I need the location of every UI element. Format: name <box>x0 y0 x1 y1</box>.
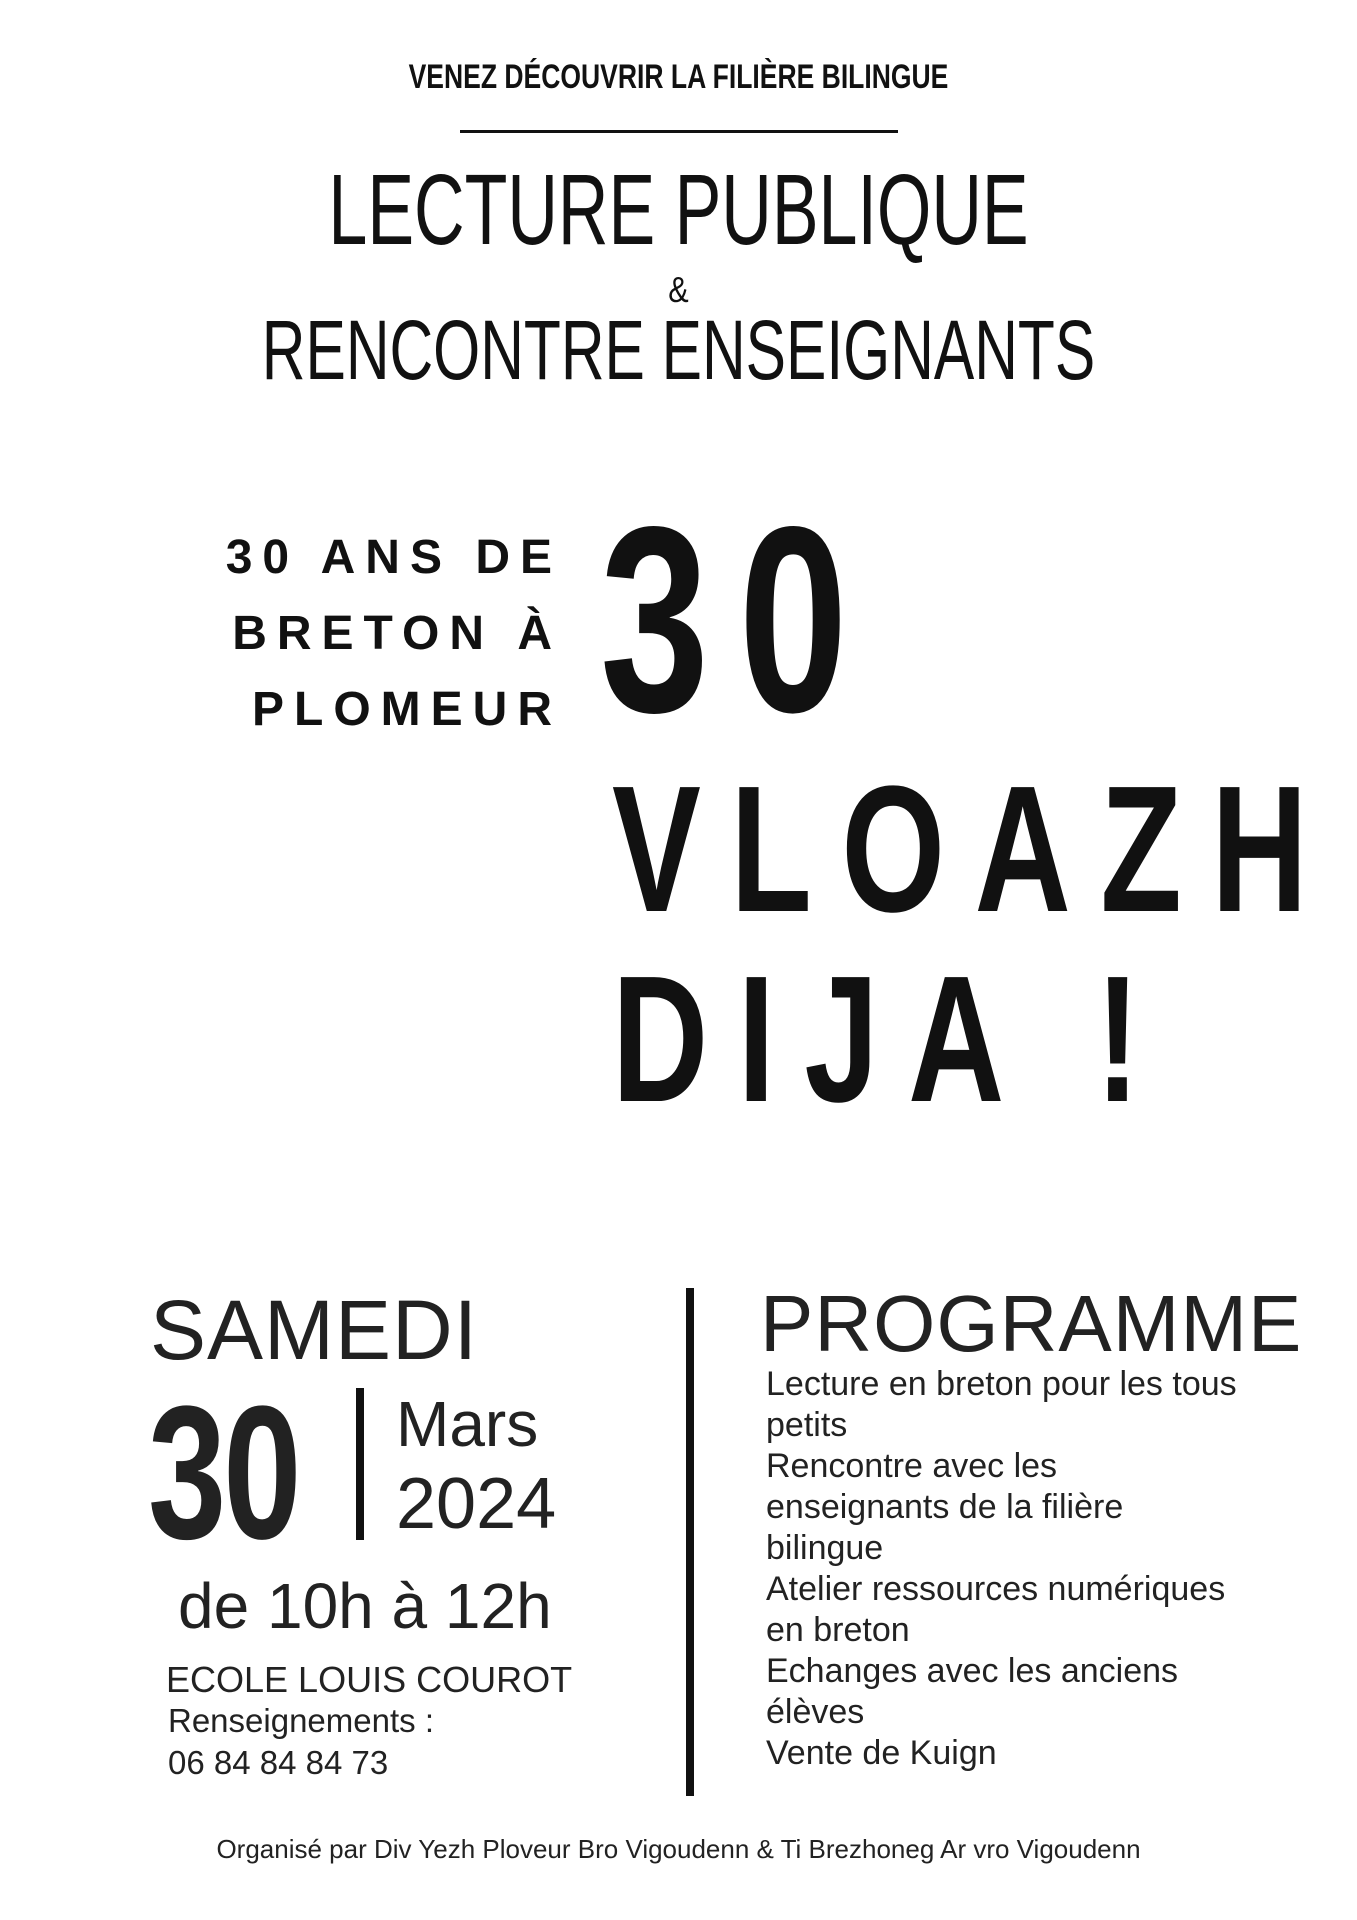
programme-list <box>766 1364 1246 1774</box>
title-line-1: LECTURE PUBLIQUE <box>328 154 1029 266</box>
programme-item: Rencontre avec les enseignants de la filière bilingue <box>766 1447 1124 1567</box>
info-phone: 06 84 84 84 73 <box>168 1744 389 1781</box>
subtitle-line: BRETON À <box>232 607 562 660</box>
event-hours: de 10h à 12h <box>178 1570 552 1642</box>
programme-item: Atelier ressources numériques en breton <box>766 1570 1226 1649</box>
subtitle <box>150 520 562 748</box>
event-day: SAMEDI <box>150 1283 479 1377</box>
footer-organizers: Organisé par Div Yezh Ploveur Bro Vigoudenn & Ti Brezhoneg Ar vro Vigoudenn <box>216 1834 1141 1864</box>
tagline: VENEZ DÉCOUVRIR LA FILIÈRE BILINGUE <box>408 58 949 96</box>
programme-title: PROGRAMME <box>760 1279 1303 1368</box>
subtitle-line: 30 ANS DE <box>225 531 562 584</box>
title-ampersand: & <box>668 269 689 310</box>
event-year: 2024 <box>396 1464 557 1544</box>
subtitle-line: PLOMEUR <box>252 683 562 736</box>
programme-item: Vente de Kuign <box>766 1734 997 1772</box>
headline-dija: DIJA ! <box>612 939 1170 1140</box>
info-label: Renseignements : <box>168 1702 434 1739</box>
title-line-2: RENCONTRE ENSEIGNANTS <box>261 303 1096 397</box>
programme-item: Echanges avec les anciens élèves <box>766 1652 1179 1731</box>
headline-30: 30 <box>600 472 878 768</box>
event-location: ECOLE LOUIS COUROT <box>166 1659 573 1700</box>
top-divider <box>460 130 898 133</box>
event-month: Mars <box>396 1388 539 1460</box>
programme-item: Lecture en breton pour les tous petits <box>766 1365 1237 1444</box>
date-separator <box>356 1388 364 1540</box>
headline-vloazh: VLOAZH <box>612 749 1338 950</box>
column-divider <box>686 1288 694 1796</box>
event-day-number: 30 <box>148 1367 299 1579</box>
